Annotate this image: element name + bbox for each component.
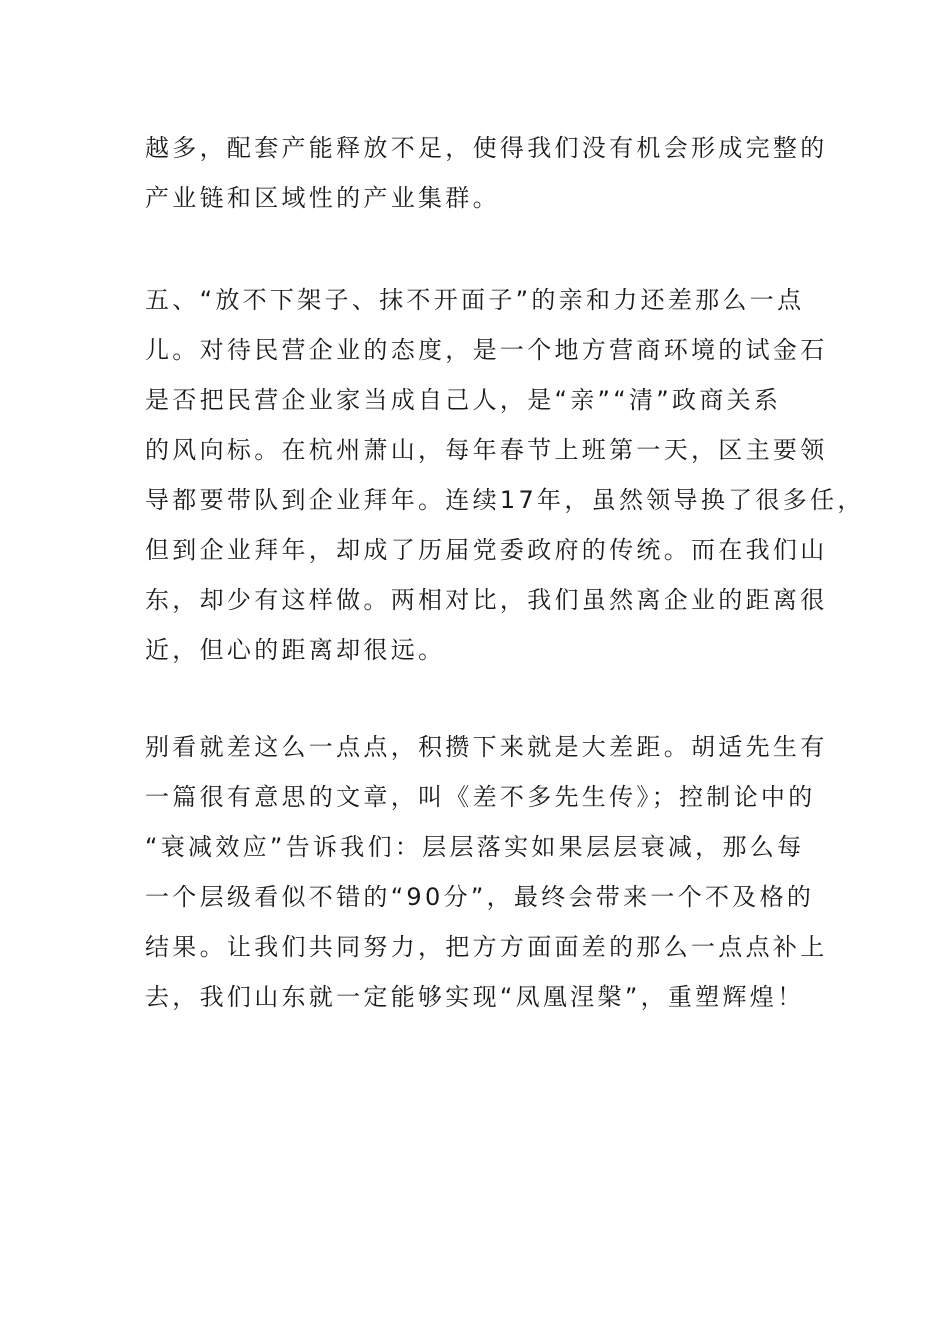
text-line: 近，但心的距离却很远。: [145, 636, 446, 664]
text-line: 导都要带队到企业拜年。连续17年，虽然领导换了很多任，: [145, 486, 865, 514]
text-line: 越多，配套产能释放不足，使得我们没有机会形成完整的: [145, 134, 828, 162]
text-line: 产业链和区域性的产业集群。: [145, 184, 500, 212]
text-line: 的风向标。在杭州萧山，每年春节上班第一天，区主要领: [145, 436, 828, 464]
text-line: 是否把民营企业家当成自己人，是“亲”“清”政商关系: [145, 386, 782, 414]
text-line: 五、“放不下架子、抹不开面子”的亲和力还差那么一点: [145, 286, 805, 314]
text-line: 一篇很有意思的文章，叫《差不多先生传》；控制论中的: [145, 783, 816, 811]
text-line: 别看就差这么一点点，积攒下来就是大差距。胡适先生有: [145, 733, 828, 761]
text-line: 一个层级看似不错的“90分”，最终会带来一个不及格的: [145, 883, 815, 911]
paragraph-3: [145, 722, 845, 1022]
text-line: 去，我们山东就一定能够实现“凤凰涅槃”，重塑辉煌！: [145, 983, 805, 1011]
text-line: 结果。让我们共同努力，把方方面面差的那么一点点补上: [145, 933, 828, 961]
paragraph-2: [145, 275, 865, 675]
text-line: “衰减效应”告诉我们：层层落实如果层层衰减，那么每: [145, 833, 805, 861]
text-line: 但到企业拜年，却成了历届党委政府的传统。而在我们山: [145, 536, 828, 564]
text-line: 儿。对待民营企业的态度，是一个地方营商环境的试金石: [145, 336, 828, 364]
text-line: 东，却少有这样做。两相对比，我们虽然离企业的距离很: [145, 586, 828, 614]
paragraph-1: [145, 123, 845, 223]
